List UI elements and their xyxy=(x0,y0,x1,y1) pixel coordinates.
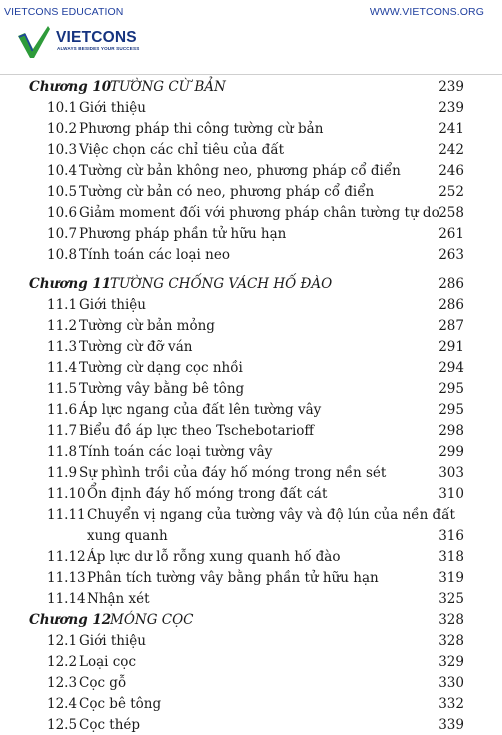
header-left-text: VIETCONS EDUCATION xyxy=(4,6,124,18)
section-number: 11.3 xyxy=(47,339,78,355)
section-title: Tính toán các loại neo xyxy=(79,247,230,263)
section-title: Tường cừ dạng cọc nhồi xyxy=(79,360,243,376)
section-number: 10.3 xyxy=(47,142,78,158)
toc-entry xyxy=(0,337,502,357)
section-page-number: 330 xyxy=(438,675,464,691)
section-page-number: 295 xyxy=(438,402,464,418)
section-page-number: 287 xyxy=(438,318,464,334)
toc-entry xyxy=(0,182,502,202)
section-title: Giới thiệu xyxy=(79,100,146,116)
toc-entry xyxy=(0,295,502,315)
section-title: Sự phình trồi của đáy hố móng trong nền sét xyxy=(79,465,387,481)
section-title: Tường cừ đỡ ván xyxy=(79,339,193,355)
section-number: 11.10 xyxy=(47,486,86,502)
chapter-page-number: 328 xyxy=(438,612,464,628)
section-number: 11.7 xyxy=(47,423,78,439)
toc-entry xyxy=(0,245,502,265)
toc-entry xyxy=(0,224,502,244)
section-title: Tường cừ bản không neo, phương pháp cổ điển xyxy=(79,163,401,179)
section-number: 10.7 xyxy=(47,226,78,242)
toc-entry xyxy=(0,316,502,336)
toc-entry xyxy=(0,161,502,181)
section-title: Nhận xét xyxy=(87,591,150,607)
header-right-text: WWW.VIETCONS.ORG xyxy=(369,6,484,18)
toc-entry xyxy=(0,119,502,139)
section-title: Cọc bê tông xyxy=(79,696,162,712)
section-number: 11.4 xyxy=(47,360,78,376)
toc-entry xyxy=(0,652,502,672)
section-number: 12.1 xyxy=(47,633,78,649)
section-number: 11.13 xyxy=(47,570,86,586)
toc-entry xyxy=(0,98,502,118)
chapter-page-number: 286 xyxy=(438,276,464,292)
section-title: Áp lực dư lỗ rỗng xung quanh hố đào xyxy=(87,549,341,565)
section-number: 12.4 xyxy=(47,696,78,712)
section-number: 11.5 xyxy=(47,381,78,397)
section-page-number: 295 xyxy=(438,381,464,397)
toc-entry xyxy=(0,203,502,223)
toc-entry xyxy=(0,379,502,399)
page-header xyxy=(0,0,502,68)
section-number: 10.4 xyxy=(47,163,78,179)
section-number: 12.2 xyxy=(47,654,78,670)
section-page-number: 258 xyxy=(438,205,464,221)
section-page-number: 329 xyxy=(438,654,464,670)
toc-entry xyxy=(0,694,502,714)
section-number: 12.5 xyxy=(47,717,78,733)
checkmark-icon xyxy=(17,24,51,60)
section-number: 11.6 xyxy=(47,402,78,418)
section-page-number: 310 xyxy=(438,486,464,502)
toc-entry xyxy=(0,463,502,483)
section-title: Giảm moment đối với phương pháp chân tường tự do xyxy=(79,205,440,221)
toc-entry xyxy=(0,400,502,420)
section-number: 10.8 xyxy=(47,247,78,263)
section-page-number: 241 xyxy=(438,121,464,137)
toc-entry xyxy=(0,442,502,462)
chapter-label: Chương 10 xyxy=(29,79,112,95)
section-number: 10.2 xyxy=(47,121,78,137)
section-page-number: 299 xyxy=(438,444,464,460)
section-page-number: 239 xyxy=(438,100,464,116)
section-page-number: 325 xyxy=(438,591,464,607)
section-title: Giới thiệu xyxy=(79,297,146,313)
section-number: 10.6 xyxy=(47,205,78,221)
chapter-label: Chương 11 xyxy=(29,276,112,292)
toc-entry xyxy=(0,547,502,567)
section-page-number: 298 xyxy=(438,423,464,439)
section-title-continuation: xung quanh xyxy=(87,528,168,544)
toc-entry xyxy=(0,505,502,544)
section-title: Tường vây bằng bê tông xyxy=(79,381,245,397)
section-number: 11.1 xyxy=(47,297,78,313)
section-title: Loại cọc xyxy=(79,654,136,670)
section-page-number: 319 xyxy=(438,570,464,586)
toc-entry xyxy=(0,589,502,609)
section-page-number: 303 xyxy=(438,465,464,481)
logo-tagline: ALWAYS BESIDES YOUR SUCCESS xyxy=(57,46,140,51)
section-title: Phương pháp thi công tường cừ bản xyxy=(79,121,324,137)
section-page-number: 332 xyxy=(438,696,464,712)
section-page-number: 291 xyxy=(438,339,464,355)
toc-entry xyxy=(0,484,502,504)
section-page-number: 286 xyxy=(438,297,464,313)
toc-entry xyxy=(0,421,502,441)
toc-entry xyxy=(0,358,502,378)
toc-entry xyxy=(0,568,502,588)
section-page-number: 318 xyxy=(438,549,464,565)
section-title: Tường cừ bản mỏng xyxy=(79,318,215,334)
section-number: 11.12 xyxy=(47,549,86,565)
chapter-row xyxy=(0,274,502,294)
toc-entry xyxy=(0,140,502,160)
logo-name: VIETCONS xyxy=(56,29,137,46)
section-number: 10.1 xyxy=(47,100,78,116)
section-page-number: 263 xyxy=(438,247,464,263)
header-divider xyxy=(0,74,502,75)
section-title: Phân tích tường vây bằng phần tử hữu hạn xyxy=(87,570,379,586)
section-number: 11.2 xyxy=(47,318,78,334)
section-page-number: 328 xyxy=(438,633,464,649)
section-title: Cọc thép xyxy=(79,717,141,733)
section-page-number: 252 xyxy=(438,184,464,200)
section-number: 12.3 xyxy=(47,675,78,691)
chapter-title: TƯỜNG CỪ BẢN xyxy=(110,79,226,95)
section-title: Việc chọn các chỉ tiêu của đất xyxy=(79,142,285,158)
section-title: Áp lực ngang của đất lên tường vây xyxy=(79,402,322,418)
section-page-number: 294 xyxy=(438,360,464,376)
chapter-title: MÓNG CỌC xyxy=(110,612,194,628)
section-number: 11.8 xyxy=(47,444,78,460)
toc-entry xyxy=(0,673,502,693)
chapter-row xyxy=(0,77,502,97)
toc-entry xyxy=(0,715,502,735)
section-number: 11.9 xyxy=(47,465,78,481)
section-title: Phương pháp phần tử hữu hạn xyxy=(79,226,287,242)
section-page-number: 261 xyxy=(438,226,464,242)
section-title: Biểu đồ áp lực theo Tschebotarioff xyxy=(79,423,315,439)
section-page-number: 339 xyxy=(438,717,464,733)
section-number: 11.14 xyxy=(47,591,86,607)
chapter-row xyxy=(0,610,502,630)
chapter-title: TƯỜNG CHỐNG VÁCH HỐ ĐÀO xyxy=(110,276,333,292)
section-page-number: 246 xyxy=(438,163,464,179)
chapter-page-number: 239 xyxy=(438,79,464,95)
section-title: Giới thiệu xyxy=(79,633,146,649)
section-number: 11.11 xyxy=(47,507,86,523)
section-title: Tường cừ bản có neo, phương pháp cổ điển xyxy=(79,184,375,200)
toc-entry xyxy=(0,631,502,651)
section-page-number: 316 xyxy=(438,528,464,544)
section-title: Tính toán các loại tường vây xyxy=(79,444,273,460)
section-title: Ổn định đáy hố móng trong đất cát xyxy=(87,486,328,502)
chapter-label: Chương 12 xyxy=(29,612,112,628)
section-page-number: 242 xyxy=(438,142,464,158)
section-title: Chuyển vị ngang của tường vây và độ lún của nền đất xyxy=(87,507,455,523)
section-number: 10.5 xyxy=(47,184,78,200)
section-title: Cọc gỗ xyxy=(79,675,127,691)
